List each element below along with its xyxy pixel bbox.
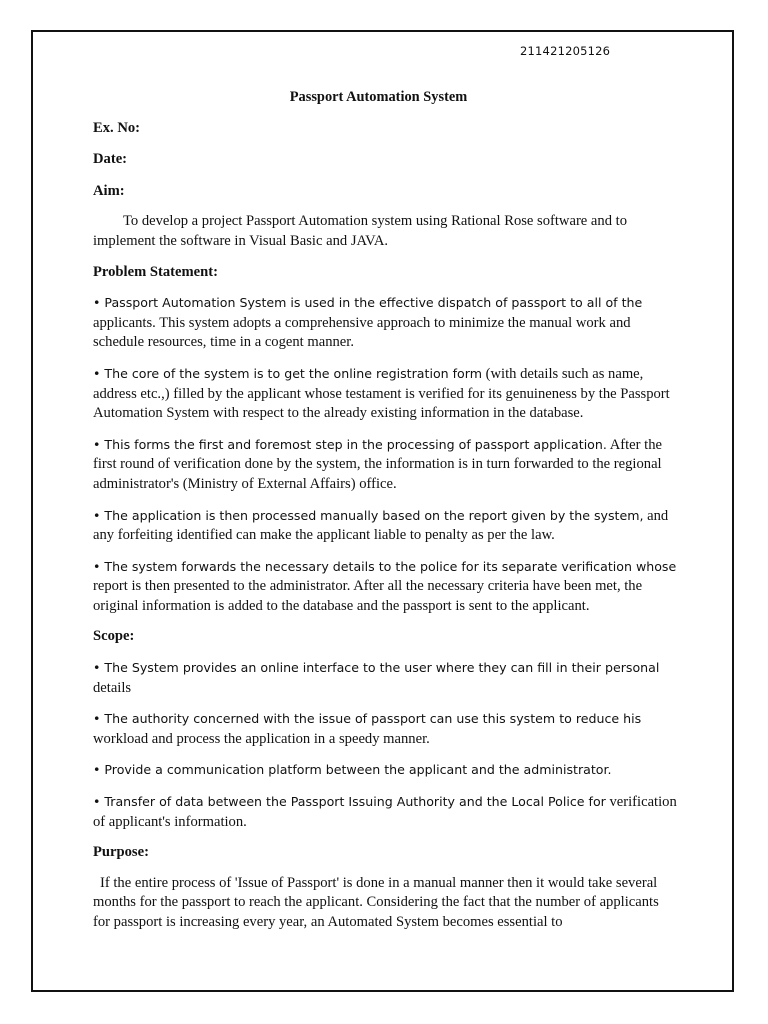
problem-point: • The core of the system is to get the online registration form (with details such as name, address etc.,) filled by the applicant whose testament is verified for its genuineness by the Passport Automation System with respect to the already existing information in the database. [93,365,670,422]
problem-statement-heading: Problem Statement: [93,263,218,280]
ex-no-label: Ex. No: [93,119,141,136]
problem-point: • Passport Automation System is used in the effective dispatch of passport to all of the applicants. This system adopts a comprehensive approach to minimize the manual work and schedule resources, time in a cogent manner. [93,295,643,351]
aim-text: To develop a project Passport Automation system using Rational Rose software and to implement the software in Visual Basic and JAVA. [93,213,628,249]
date-label: Date: [93,151,128,168]
scope-heading: Scope: [93,628,135,645]
problem-point: • The application is then processed manually based on the report given by the system, and any forfeiting identified can make the applicant liable to penalty as per the law. [93,507,669,544]
document-title: Passport Automation System [289,89,468,105]
scope-point: • The System provides an online interface to the user where they can fill in their personal details [93,660,660,696]
aim-label: Aim: [93,182,125,199]
scope-point: • Provide a communication platform between the applicant and the administrator. [93,762,612,778]
document-body [93,40,678,933]
scope-point: • The authority concerned with the issue of passport can use this system to reduce his workload and process the application in a speedy manner. [93,711,642,747]
problem-point: • The system forwards the necessary details to the police for its separate verification whose report is then presented to the administrator. After all the necessary criteria have been met, the original information is added to the database and the passport is sent to the applicant. [93,558,677,614]
register-number: 211421205126 [520,44,611,58]
purpose-heading: Purpose: [93,844,149,861]
purpose-text: If the entire process of 'Issue of Passport' is done in a manual manner then it would take several months for the passport to reach the applicant. Considering the fact that the number of applicants for passport is increasing every year, an Automated System becomes essential to [93,874,659,930]
problem-point: • This forms the first and foremost step in the processing of passport application. After the first round of verification done by the system, the information is in turn forwarded to the regional administrator's (Ministry of External Affairs) office. [93,436,663,492]
scope-point: • Transfer of data between the Passport Issuing Authority and the Local Police for verification of applicant's information. [93,794,677,830]
